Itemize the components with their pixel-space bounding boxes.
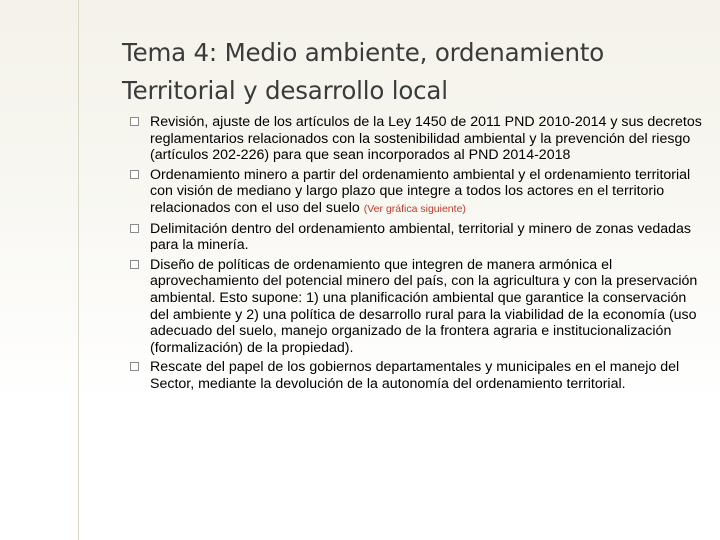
- bullet-item: [130, 114, 702, 164]
- slide-title-line-2: Territorial y desarrollo local: [122, 76, 448, 105]
- slide-title: [122, 34, 702, 110]
- left-divider: [78, 0, 79, 540]
- bullet-item: [130, 167, 702, 218]
- bullet-note: (Ver gráfica siguiente): [363, 202, 466, 215]
- bullet-text: Revisión, ajuste de los artículos de la Ley 1450 de 2011 PND 2010-2014 y sus decretos reglamentarios relacionados con la sostenibilidad ambiental y la prevención del riesgo (artículos 202-226) para que sean incorporados al PND 2014-2018: [150, 114, 702, 164]
- bullet-text: Rescate del papel de los gobiernos departamentales y municipales en el manejo del Sector, mediante la devolución de la autonomía del ordenamiento territorial.: [150, 359, 680, 392]
- bullet-box-icon: [130, 224, 139, 233]
- bullet-text: Delimitación dentro del ordenamiento ambiental, territorial y minero de zonas vedadas para la minería.: [150, 220, 691, 254]
- bullet-box-icon: [130, 117, 139, 126]
- slide-title-line-1: Tema 4: Medio ambiente, ordenamiento: [122, 38, 605, 67]
- bullet-text: Ordenamiento minero a partir del ordenamiento ambiental y el ordenamiento territorial con visión de mediano y largo plazo que integre a todos los actores en el territorio relacionados con el uso del suelo: [150, 166, 691, 216]
- bullet-list: [130, 114, 702, 396]
- bullet-text: Diseño de políticas de ordenamiento que integren de manera armónica el aprovechamiento del potencial minero del país, con la agricultura y con la preservación ambiental. Esto supone: 1) una planificación ambiental que garantice la conservación del ambiente y 2) una política de desarrollo rural para la viabilidad de la economía (uso adecuado del suelo, manejo organizado de la frontera agraria e institucionalización (formalización) de la propiedad).: [150, 256, 698, 356]
- bullet-box-icon: [130, 170, 139, 179]
- bullet-box-icon: [130, 362, 139, 371]
- bullet-item: [130, 359, 702, 392]
- bullet-item: [130, 257, 702, 357]
- bullet-box-icon: [130, 260, 139, 269]
- bullet-item: [130, 221, 702, 254]
